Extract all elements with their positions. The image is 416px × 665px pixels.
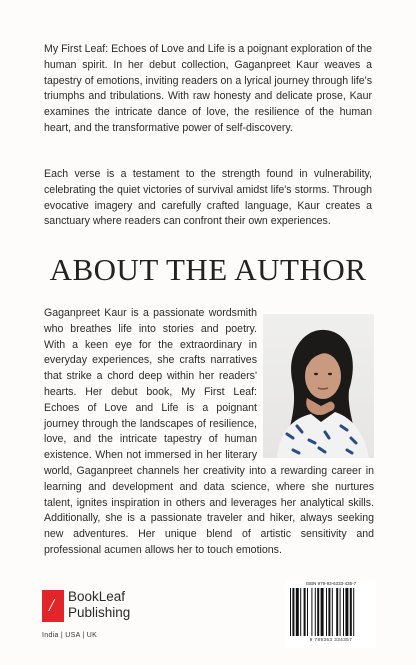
publisher-name: BookLeaf Publishing	[68, 589, 131, 620]
isbn-text: ISBN 978-93-6333-435-7	[305, 581, 357, 586]
publisher-logo	[42, 590, 142, 650]
about-author-heading: ABOUT THE AUTHOR	[49, 252, 367, 287]
blurb-paragraph-2: Each verse is a testament to the strength found in vulnerability, celebrating the quiet victories of survival amidst life's storms. Through evocative imagery and carefully crafted language, Kaur creates a sanctuary where readers can confront their own experiences.	[44, 168, 372, 228]
publisher-locations: India | USA | UK	[42, 632, 98, 639]
author-photo	[263, 314, 374, 458]
barcode-bars	[290, 588, 372, 636]
blurb-paragraph-1: My First Leaf: Echoes of Love and Life is a poignant exploration of the human spirit. In her debut collection, Gaganpreet Kaur weaves a tapestry of emotions, inviting readers on a lyrical journey through life's triumphs and tribulations. With raw honesty and delicate prose, Kaur examines the intricate dance of love, the resilience of the human heart, and the transformative power of self-discovery.	[44, 43, 373, 134]
author-bio-text: Gaganpreet Kaur is a passionate wordsmith who breathes life into stories and poetry. With a keen eye for the extraordinary in everyday experiences, she crafts narratives that strike a chord deep within her readers' hearts. Her debut book, My First Leaf: Echoes of Love and Life is a poignant journey through the landscapes of resilience, love, and the intricate tapestry of human existence. When not immersed in her literary world, Gaganpreet channels her creativity into a rewarding career in learning and development and data science, where she nurtures talent, ignites inspiration in others and leverages her analytical skills. Additionally, she is a passionate traveler and hiker, always seeking new adventures. Her unique blend of artistic sensitivity and professional acumen allows her to touch emotions.	[44, 307, 374, 556]
isbn-barcode	[286, 580, 376, 648]
publisher-mark-icon: /	[42, 590, 64, 622]
barcode-digits: 9 789363 334357	[309, 637, 353, 642]
